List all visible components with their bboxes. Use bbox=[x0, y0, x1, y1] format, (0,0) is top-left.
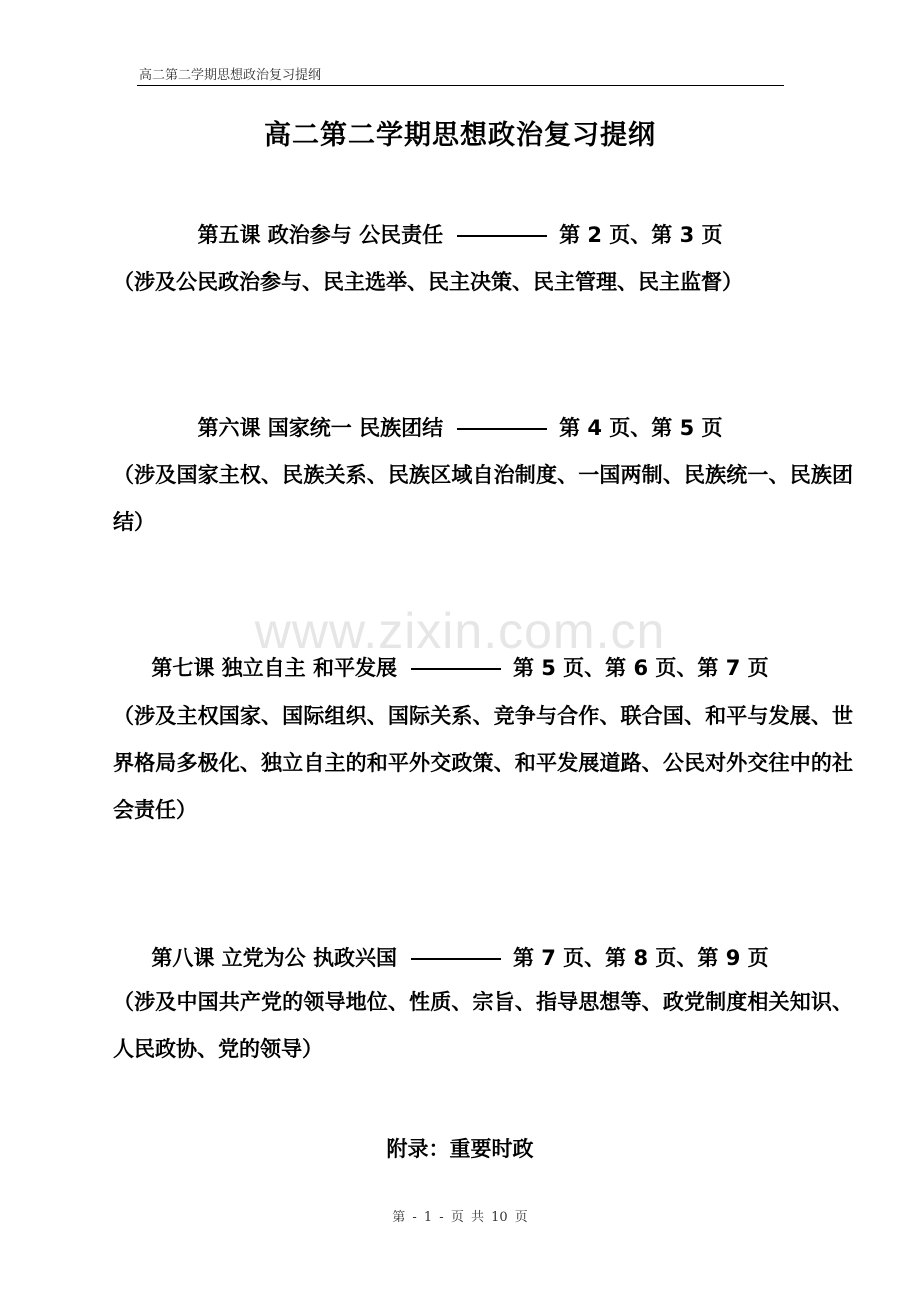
lesson-7-pages: 第 5 页、第 6 页、第 7 页 bbox=[512, 656, 769, 680]
lesson-5-pages: 第 2 页、第 3 页 bbox=[559, 223, 723, 247]
lesson-5-description: （涉及公民政治参与、民主选举、民主决策、民主管理、民主监督） bbox=[113, 270, 743, 294]
lesson-8-title: 第八课 立党为公 执政兴国 bbox=[151, 946, 397, 970]
lesson-8-description: （涉及中国共产党的领导地位、性质、宗旨、指导思想等、政党制度相关知识、人民政协、党的领导） bbox=[113, 990, 853, 1061]
header-rule bbox=[137, 85, 784, 86]
lesson-7-heading bbox=[0, 652, 920, 682]
lesson-8-pages: 第 7 页、第 8 页、第 9 页 bbox=[512, 946, 769, 970]
lesson-6-heading bbox=[0, 412, 920, 442]
lesson-6-dash bbox=[457, 428, 547, 430]
page-number: 第 - 1 - 页 共 10 页 bbox=[392, 1210, 528, 1225]
document-title: 高二第二学期思想政治复习提纲 bbox=[264, 120, 656, 151]
running-header: 高二第二学期思想政治复习提纲 bbox=[139, 68, 322, 83]
lesson-7-title: 第七课 独立自主 和平发展 bbox=[151, 656, 397, 680]
lesson-6-description: （涉及国家主权、民族关系、民族区域自治制度、一国两制、民族统一、民族团结） bbox=[113, 463, 853, 534]
lesson-6-title: 第六课 国家统一 民族团结 bbox=[197, 416, 444, 440]
appendix-heading: 附录：重要时政 bbox=[386, 1137, 534, 1161]
lesson-8-dash bbox=[411, 958, 501, 960]
lesson-7-description: （涉及主权国家、国际组织、国际关系、竞争与合作、联合国、和平与发展、世界格局多极化、独立自主的和平外交政策、和平发展道路、公民对外交往中的社会责任） bbox=[113, 704, 853, 822]
lesson-5-title: 第五课 政治参与 公民责任 bbox=[197, 223, 444, 247]
lesson-6-pages: 第 4 页、第 5 页 bbox=[559, 416, 723, 440]
lesson-5-heading bbox=[0, 219, 920, 249]
lesson-7-dash bbox=[411, 668, 501, 670]
lesson-5-dash bbox=[457, 235, 547, 237]
lesson-8-heading bbox=[0, 942, 920, 972]
watermark: www.zixin.com.cn bbox=[254, 603, 666, 659]
